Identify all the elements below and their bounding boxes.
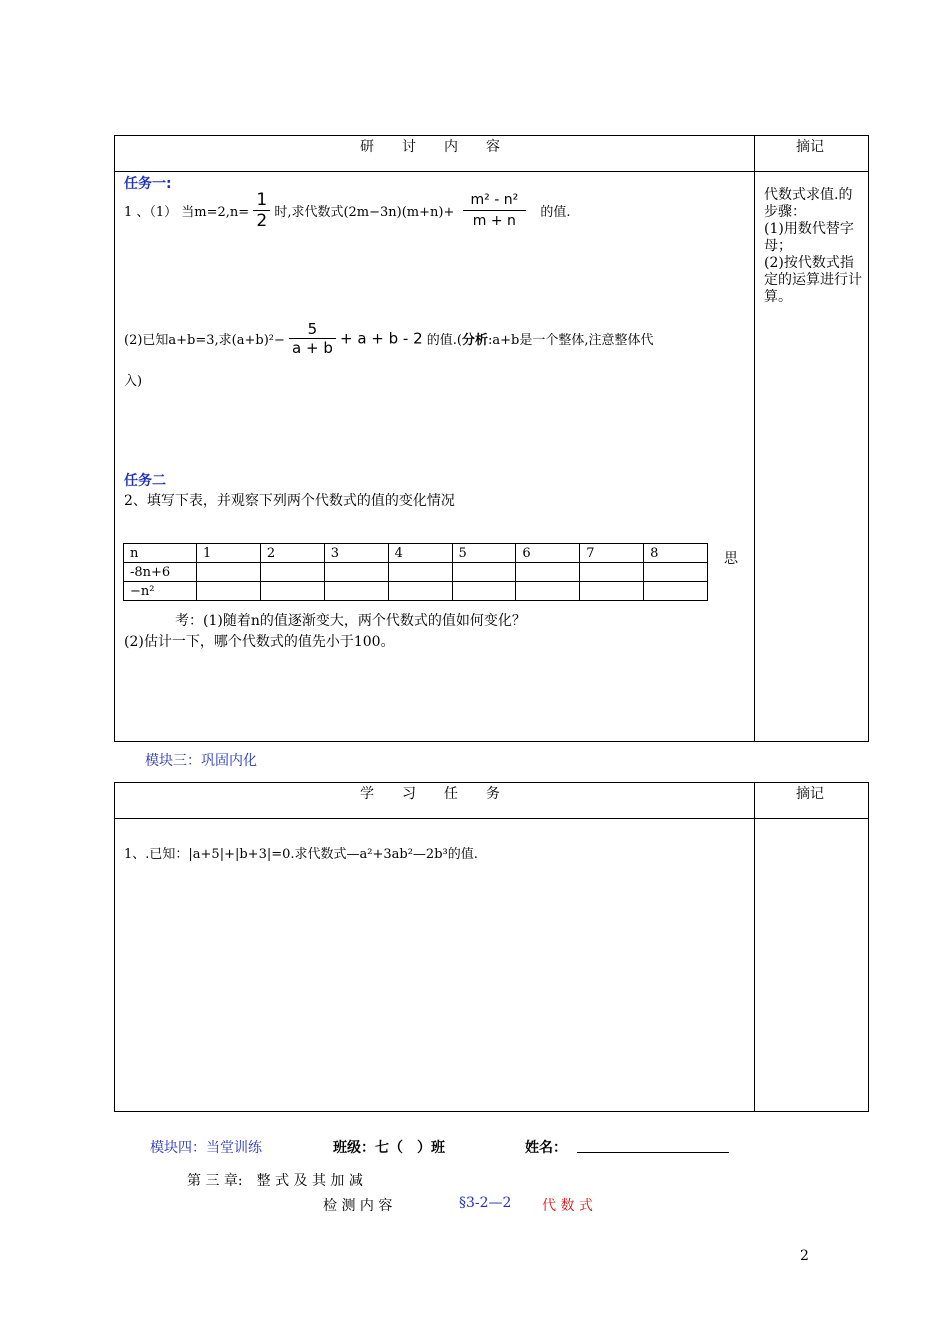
chapter-title: 第 三 章: 整 式 及 其 加 减	[187, 1173, 363, 1189]
learning-task-table	[114, 782, 869, 1112]
section-number: §3-2—2	[459, 1195, 512, 1211]
discussion-header-divider	[114, 171, 869, 172]
table-cell: n	[124, 544, 197, 563]
table-row-label: −n²	[124, 582, 197, 601]
table-cell[interactable]	[197, 563, 261, 582]
table-cell[interactable]	[197, 582, 261, 601]
class-label: 班级：七（ ）班	[333, 1140, 445, 1156]
table-cell[interactable]	[388, 582, 452, 601]
table-cell: 7	[580, 544, 644, 563]
values-table	[123, 543, 708, 601]
name-field[interactable]	[577, 1152, 729, 1153]
learning-header-divider	[114, 818, 869, 819]
table-cell[interactable]	[516, 582, 580, 601]
table-cell: 4	[388, 544, 452, 563]
learning-question-1: 1、.已知：|a+5|+|b+3|=0.求代数式—a²+3ab²—2b³的值.	[124, 847, 478, 862]
question-1	[124, 190, 570, 231]
table-row-label: -8n+6	[124, 563, 197, 582]
notes-header: 摘记	[796, 139, 824, 155]
section-title: 代 数 式	[542, 1198, 593, 1214]
q1-fraction	[253, 190, 270, 231]
table-cell[interactable]	[644, 563, 708, 582]
table-cell: 8	[644, 544, 708, 563]
table-row	[124, 563, 708, 582]
page-number: 2	[800, 1248, 809, 1264]
q1-prefix: 1 、（1） 当m=2,n=	[124, 205, 250, 220]
learning-column-divider	[754, 782, 755, 1112]
table-cell[interactable]	[580, 563, 644, 582]
side-note-steps: 代数式求值.的步骤：	[764, 187, 853, 220]
think-char: 思	[724, 551, 738, 567]
analysis-hint-continued: 入)	[124, 374, 143, 389]
q1-fraction-2-numerator: m² - n²	[463, 192, 527, 211]
table-cell: 2	[260, 544, 324, 563]
q1-fraction-2	[463, 192, 527, 229]
q2-fraction	[289, 320, 336, 357]
table-row	[124, 582, 708, 601]
module-4-title: 模块四：当堂训练	[150, 1140, 262, 1156]
q2-middle: + a + b - 2	[340, 329, 423, 348]
q1-fraction-2-denominator: m + n	[472, 213, 516, 229]
learning-notes-header: 摘记	[796, 786, 824, 802]
table-cell[interactable]	[388, 563, 452, 582]
table-cell: 3	[324, 544, 388, 563]
table-cell[interactable]	[452, 563, 516, 582]
task1-title: 任务一:	[124, 176, 172, 192]
question-1-part-2	[124, 320, 654, 357]
think-question-1: 考：(1)随着n的值逐渐变大，两个代数式的值如何变化？	[175, 613, 526, 629]
detect-label: 检 测 内 容	[323, 1198, 393, 1214]
table-cell[interactable]	[580, 582, 644, 601]
table-cell[interactable]	[260, 563, 324, 582]
think-question-2: (2)估计一下，哪个代数式的值先小于100。	[124, 634, 395, 650]
q1-middle: 时,求代数式(2m−3n)(m+n)+	[274, 205, 455, 220]
q1-fraction-numerator: 1	[253, 190, 270, 211]
discussion-column-divider	[754, 135, 755, 742]
table-cell: 5	[452, 544, 516, 563]
learning-header: 学 习 任 务	[360, 786, 500, 802]
table-cell[interactable]	[324, 582, 388, 601]
side-note-step-2: (2)按代数式指定的运算进行计算。	[764, 255, 862, 305]
table-cell[interactable]	[324, 563, 388, 582]
table-cell: 1	[197, 544, 261, 563]
task2-title: 任务二	[124, 473, 166, 489]
side-notes	[764, 187, 862, 306]
table-cell[interactable]	[644, 582, 708, 601]
table-cell[interactable]	[516, 563, 580, 582]
table-cell: 6	[516, 544, 580, 563]
table-cell[interactable]	[452, 582, 516, 601]
q1-fraction-denominator: 2	[256, 211, 268, 231]
table-cell[interactable]	[260, 582, 324, 601]
q2-fraction-numerator: 5	[289, 320, 336, 339]
side-note-step-1: (1)用数代替字母；	[764, 221, 854, 254]
q1-suffix: 的值.	[540, 205, 571, 220]
question-2: 2、填写下表，并观察下列两个代数式的值的变化情况	[124, 493, 455, 509]
table-header-row	[124, 544, 708, 563]
q2-after: 的值.(	[426, 333, 463, 348]
analysis-label: 分析	[462, 333, 489, 348]
name-label: 姓名：	[525, 1140, 567, 1156]
analysis-hint: :a+b是一个整体,注意整体代	[488, 333, 654, 348]
discussion-header: 研 讨 内 容	[360, 139, 500, 155]
q2-fraction-denominator: a + b	[292, 339, 333, 357]
module-3-title: 模块三：巩固内化	[145, 753, 257, 769]
q2-prefix: (2)已知a+b=3,求(a+b)²−	[124, 333, 285, 348]
